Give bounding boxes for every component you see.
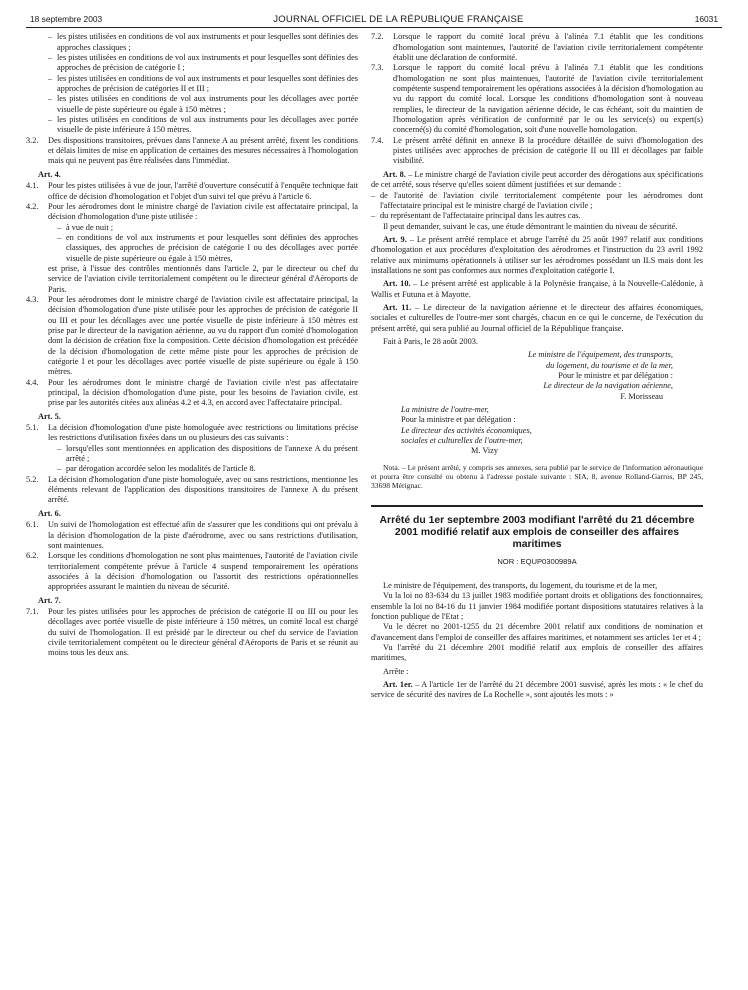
paragraph-7-2: 7.2. Lorsque le rapport du comité local prévu à l'alinéa 7.1 établit que les conditions d'homologation sont maintenues, l'autorité de l'aviation civile territorialement compétente établit une déclaration de conformité. bbox=[371, 32, 703, 63]
list-item: – en conditions de vol aux instruments et pour lesquelles sont définies des approches classiques, des approches de précision de catégorie I ou des décollages avec portée visuelle de piste supérieure ou égale à 150 mètres, bbox=[57, 232, 358, 263]
left-column bbox=[26, 32, 358, 700]
list-item: – les pistes utilisées en conditions de vol aux instruments et pour lesquelles sont définies des approches de précision de catégorie I ; bbox=[48, 53, 358, 73]
article-10: Art. 10. – Le présent arrêté est applicable à la Polynésie française, à la Nouvelle-Calédonie, à Wallis et Futuna et à Mayotte. bbox=[371, 279, 703, 299]
list-item: – de l'autorité de l'aviation civile territorialement compétente pour les aérodromes dont l'affectataire principal est le ministre chargé de l'aviation civile ; bbox=[371, 190, 703, 210]
paragraph-5-1: 5.1. La décision d'homologation d'une piste homologuée avec restrictions ou limitations précise les restrictions d'utilisation fixées dans un ou plusieurs des cas suivants : bbox=[26, 423, 358, 443]
signature-block-1: Le ministre de l'équipement, des transports, du logement, du tourisme et de la mer, Pour le ministre et par délégation : Le directeur de la navigation aérienne, F. Morisseau bbox=[527, 350, 673, 401]
paragraph-7-4: 7.4. Le présent arrêté définit en annexe B la procédure détaillée de suivi d'homologation des pistes utilisées avec approches de précision de catégorie II ou III et décollages par faible visibilité. bbox=[371, 135, 703, 166]
visa: Vu la loi no 83-634 du 13 juillet 1983 modifiée portant droits et obligations des fonctionnaires, ensemble la loi no 84-16 du 11 janvier 1984 modifiée portant dispositions statutaires relatives à la fonction publique de l'Etat ; bbox=[371, 591, 703, 622]
header-date: 18 septembre 2003 bbox=[30, 14, 103, 24]
paragraph-3-2: 3.2. Des dispositions transitoires, prévues dans l'annexe A au présent arrêté, fixent les conditions et délais limites de mise en application de certaines des mesures nécessaires à l'homologation mais qui ne peuvent pas être réalisées dans l'immédiat. bbox=[26, 135, 358, 166]
list-item: – les pistes utilisées en conditions de vol aux instruments et pour lesquelles sont définies des approches de précision de catégories II et III ; bbox=[48, 73, 358, 94]
paragraph-7-3: 7.3. Lorsque le rapport du comité local prévu à l'alinéa 7.1 établit que les conditions d'homologation ne sont plus maintenues, l'autorité de l'aviation civile territorialement compétente suspend temporairement les opérations associées à la décision d'homologation au vu du rapport du comité local. Lorsque les conditions d'homologation sont à nouveau remplies, le directeur de la navigation aérienne décide, le cas échéant, soit du maintien de l'homologation après vérification de conformité par le ou les service(s) ou expert(s) concerné(s) du comité d'homologation, soit d'une nouvelle homologation. bbox=[371, 63, 703, 135]
right-column bbox=[371, 32, 703, 700]
section-divider bbox=[371, 505, 703, 507]
preamble: Le ministre de l'équipement, des transports, du logement, du tourisme et de la mer, bbox=[383, 580, 658, 590]
article-1: Art. 1er. – A l'article 1er de l'arrêté du 21 décembre 2001 susvisé, après les mots : « le chef du service de sécurité des navires de La Rochelle », sont ajoutés les mots : » bbox=[371, 680, 703, 700]
arrete-label: Arrête : bbox=[383, 666, 409, 676]
nota: Nota. – Le présent arrêté, y compris ses annexes, sera publié par le service de l'information aéronautique et pourra être consulté ou obtenu à l'adresse postale suivante : SIA, 8, avenue Rolland-Garros, BP 245, 33698 Mérignac. bbox=[371, 462, 703, 491]
nor-reference: NOR : EQUP0300989A bbox=[497, 556, 577, 566]
paragraph-4-4: 4.4. Pour les aérodromes dont le ministre chargé de l'aviation civile n'est pas affectataire principal, la décision d'homologation d'une piste, pour les besoins de l'aviation civile, est prise par les autorités citées aux alinéas 4.2 et 4.3, en accord avec l'affectataire principal. bbox=[26, 377, 358, 408]
paragraph-4-2: 4.2. Pour les aérodromes dont le ministre chargé de l'aviation civile est affectataire principal, la décision d'homologation d'une piste utilisée : bbox=[26, 201, 358, 222]
visa: Vu le décret no 2001-1255 du 21 décembre 2001 relatif aux conditions de nomination et d'avancement dans l'emploi de conseiller des affaires maritimes, et notamment ses articles 1er et 4 ; bbox=[371, 622, 703, 642]
paragraph-4-3: 4.3. Pour les aérodromes dont le ministre chargé de l'aviation civile est affectataire principal, la décision d'homologation d'une piste utilisée pour les approches de précision de catégorie II ou III et pour les décollages avec une portée visuelle de piste inférieure à 150 mètres est prise par le directeur de la navigation aérienne, au vu du rapport d'un comité d'homologation dont la décision de création fixe la composition. Cette décision d'homologation est précédée de la décision d'homologation de cette même piste pour les approches de précision de catégorie I et pour les décollages avec portée visuelle de piste supérieure ou égale à 150 mètres. bbox=[26, 294, 358, 377]
header-title: JOURNAL OFFICIEL DE LA RÉPUBLIQUE FRANÇAISE bbox=[273, 14, 524, 25]
paragraph-5-2: 5.2. La décision d'homologation d'une piste homologuée, avec ou sans restrictions, mentionne les éléments relevant de l'application des dispositions transitoires de l'annexe A du présent arrêté. bbox=[26, 474, 358, 505]
list-item: – du représentant de l'affectataire principal dans les autres cas. bbox=[371, 211, 581, 221]
paragraph-4-1: 4.1. Pour les pistes utilisées à vue de jour, l'arrêté d'ouverture consécutif à l'enquête technique fait office de décision d'homologation et l'objet d'un suivi tel que prévu à l'article 6. bbox=[26, 181, 358, 201]
article-heading: Art. 4. bbox=[38, 169, 61, 179]
page-number: 16031 bbox=[694, 14, 718, 24]
signature-date: Fait à Paris, le 28 août 2003. bbox=[383, 336, 478, 346]
article-heading: Art. 6. bbox=[38, 508, 61, 518]
list-item: – lorsqu'elles sont mentionnées en application des dispositions de l'annexe A du présent arrêté ; bbox=[57, 443, 358, 464]
article-9: Art. 9. – Le présent arrêté remplace et abroge l'arrêté du 25 août 1997 relatif aux conditions d'homologation et aux procédures d'exploitation des aérodromes et l'instruction du 23 avril 1992 relative aux minimums opérationnels à utiliser sur les aérodromes possédant un ILS mais dont les installations ne sont pas conformes aux normes d'exploitation catégorie I. bbox=[371, 234, 704, 275]
arrete-title: Arrêté du 1er septembre 2003 modifiant l'arrêté du 21 décembre 2001 modifié relatif aux emplois de conseiller des affaires maritimes bbox=[379, 514, 695, 550]
list-item: – les pistes utilisées en conditions de vol aux instruments et pour lesquelles sont définies des approches classiques ; bbox=[48, 32, 358, 52]
paragraph-7-1: 7.1. Pour les pistes utilisées pour les approches de précision de catégorie II ou III ou pour les décollages avec portée visuelle de piste inférieure à 150 mètres, un comité local est chargé du suivi de l'homologation. Il est présidé par le directeur ou chef du service de l'aviation civile territorialement compétent ou le directeur général d'Aéroports de Paris et se réunit au moins tous les deux ans. bbox=[26, 606, 358, 658]
list-item: – par dérogation accordée selon les modalités de l'article 8. bbox=[57, 464, 256, 474]
article-8: Art. 8. – Le ministre chargé de l'aviation civile peut accorder des dérogations aux spécifications de cet arrêté, sous réserve qu'elles soient dûment justifiées et sur demande : bbox=[371, 169, 704, 190]
page-header bbox=[26, 10, 722, 28]
list-item: – les pistes utilisées en conditions de vol aux instruments pour les décollages avec portée visuelle de piste supérieure ou égale à 150 mètres ; bbox=[48, 94, 358, 114]
list-item: – les pistes utilisées en conditions de vol aux instruments pour les décollages avec portée visuelle de piste inférieure à 150 mètres. bbox=[48, 115, 358, 135]
paragraph-6-1: 6.1. Un suivi de l'homologation est effectué afin de s'assurer que les conditions qui ont prévalu à la décision d'homologation de la piste d'aérodrome, avec ou sans restrictions d'utilisation, sont maintenues. bbox=[26, 520, 358, 550]
article-heading: Art. 5. bbox=[38, 411, 61, 421]
list-item: – à vue de nuit ; bbox=[57, 222, 114, 232]
visa: Vu l'arrêté du 21 décembre 2001 modifié relatif aux emplois de conseiller des affaires maritimes, bbox=[371, 643, 703, 663]
paragraph-6-2: 6.2. Lorsque les conditions d'homologation ne sont plus maintenues, l'autorité de l'aviation civile territorialement compétente prévue à l'article 4 suspend temporairement les opérations associées à la décision d'homologation ou l'assortit des restrictions opérationnelles appropriées assurant le maintien du niveau de sécurité. bbox=[26, 551, 358, 592]
article-8-note: Il peut demander, suivant le cas, une étude démontrant le maintien du niveau de sécurité. bbox=[383, 221, 678, 231]
article-11: Art. 11. – Le directeur de la navigation aérienne et le directeur des affaires économiques, sociales et culturelles de l'outre-mer sont chargés, chacun en ce qui le concerne, de l'exécution du présent arrêté, qui sera publié au Journal officiel de la République française. bbox=[371, 302, 704, 333]
signature-block-2: La ministre de l'outre-mer, Pour la ministre et par délégation : Le directeur des activités économiques, sociales et culturelles de l'outre-mer, M. Vizy bbox=[401, 405, 532, 456]
article-heading: Art. 7. bbox=[38, 595, 61, 605]
paragraph-4-2-cont: est prise, à l'issue des contrôles mentionnés dans l'article 2, par le directeur ou chef du service de l'aviation civile territorialement compétent ou le directeur général d'Aéroports de Paris. bbox=[48, 263, 358, 294]
